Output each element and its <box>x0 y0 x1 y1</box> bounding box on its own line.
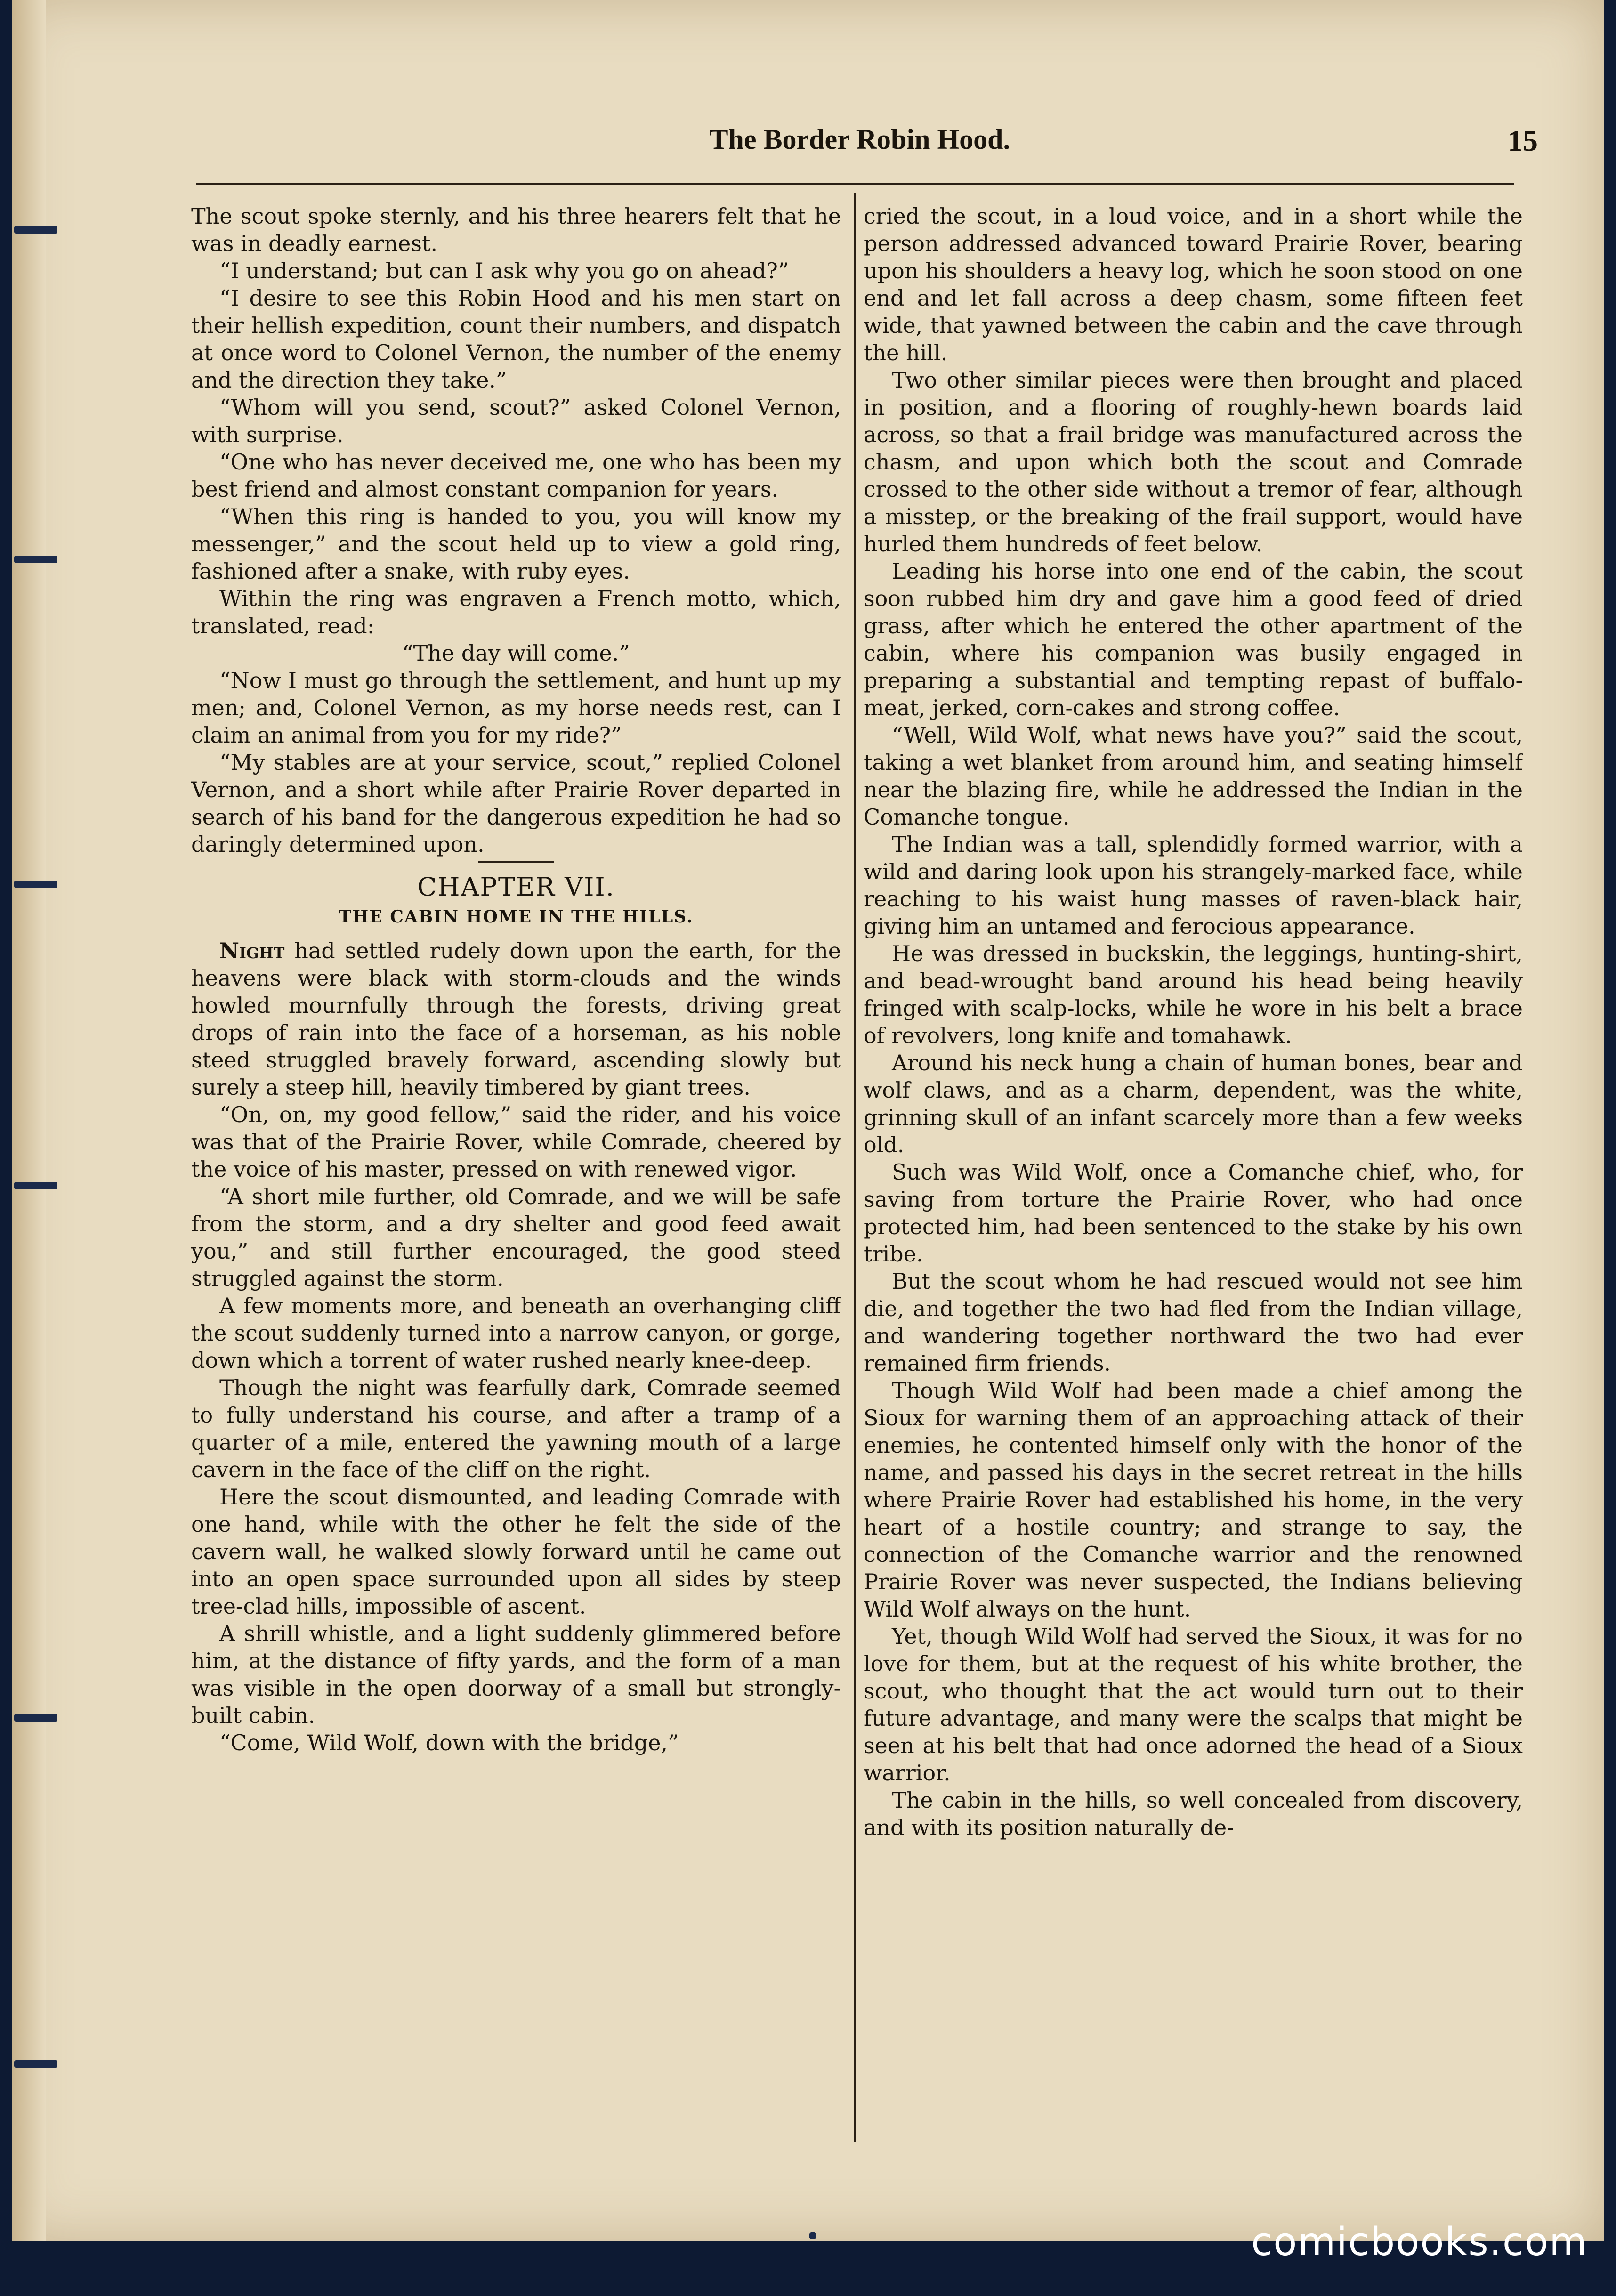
paragraph: He was dressed in buckskin, the leggings, hunting-shirt, and bead-wrought band around his head being heavily fringed with scalp-locks, while he wore in his belt a brace of revolvers, long knife and tomahawk. <box>864 941 1523 1048</box>
printer-mark <box>809 2232 816 2239</box>
page-number: 15 <box>1508 124 1538 157</box>
column-divider <box>854 193 856 2142</box>
paragraph: “Whom will you send, scout?” asked Colonel Vernon, with surprise. <box>191 395 841 447</box>
watermark: comicbooks.com <box>1251 2220 1588 2264</box>
paragraph: A few moments more, and beneath an overhanging cliff the scout suddenly turned into a narrow canyon, or gorge, down which a torrent of water rushed nearly knee-deep. <box>191 1293 841 1373</box>
paragraph: Though the night was fearfully dark, Comrade seemed to fully understand his course, and after a tramp of a quarter of a mile, entered the yawning mouth of a large cavern in the face of the cliff on the right. <box>191 1375 841 1482</box>
book-page <box>12 0 1604 2241</box>
paragraph: “One who has never deceived me, one who has been my best friend and almost constant companion for years. <box>191 449 841 502</box>
paragraph: cried the scout, in a loud voice, and in a short while the person addressed advanced toward Prairie Rover, bearing upon his shoulders a heavy log, which he soon stood on one end and let fall across a deep chasm, some fifteen feet wide, that yawned between the cabin and the cave through the hill. <box>864 203 1523 365</box>
chapter-opening-paragraph <box>191 937 841 1101</box>
paragraph: Within the ring was engraven a French motto, which, translated, read: <box>191 586 841 639</box>
page-spine <box>12 0 46 2241</box>
binding-stitch <box>14 2060 57 2068</box>
paragraph: “My stables are at your service, scout,” replied Colonel Vernon, and a short while after Prairie Rover departed in search of his band for the dangerous expedition he had so daringly determined upon. <box>191 750 841 857</box>
paragraph: “Now I must go through the settlement, and hunt up my men; and, Colonel Vernon, as my horse needs rest, can I claim an animal from you for my ride?” <box>191 668 841 748</box>
drop-word: Night <box>219 938 285 963</box>
paragraph: Yet, though Wild Wolf had served the Sioux, it was for no love for them, but at the request of his white brother, the scout, who thought that the act would turn out to their future advantage, and many were the scalps that might be seen at his belt that had once adorned the head of a Sioux warrior. <box>864 1624 1523 1786</box>
paragraph: The cabin in the hills, so well concealed from discovery, and with its position naturally de- <box>864 1787 1523 1840</box>
paragraph: Such was Wild Wolf, once a Comanche chief, who, for saving from torture the Prairie Rover, who had once protected him, had been sentenced to the stake by his own tribe. <box>864 1159 1523 1267</box>
header-rule <box>196 183 1514 185</box>
paragraph: Around his neck hung a chain of human bones, bear and wolf claws, and as a charm, dependent, was the white, grinning skull of an infant scarcely more than a few weeks old. <box>864 1050 1523 1157</box>
paragraph: “On, on, my good fellow,” said the rider, and his voice was that of the Prairie Rover, while Comrade, cheered by the voice of his master, pressed on with renewed vigor. <box>191 1102 841 1182</box>
paragraph: A shrill whistle, and a light suddenly glimmered before him, at the distance of fifty yards, and the form of a man was visible in the open doorway of a small but strongly-built cabin. <box>191 1621 841 1728</box>
paragraph: But the scout whom he had rescued would not see him die, and together the two had fled from the Indian village, and wandering together northward the two had ever remained firm friends. <box>864 1269 1523 1376</box>
paragraph-text: had settled rudely down upon the earth, for the heavens were black with storm-clouds and the winds howled mournfully through the forests, driving great drops of rain into the face of a horseman, as his noble steed struggled bravely forward, ascending slowly but surely a steep hill, heavily timbered by giant trees. <box>191 938 841 1100</box>
paragraph: Here the scout dismounted, and leading Comrade with one hand, while with the other he felt the side of the cavern wall, he walked slowly forward until he came out into an open space surrounded upon all sides by steep tree-clad hills, impossible of ascent. <box>191 1484 841 1619</box>
binding-stitch <box>14 226 57 234</box>
paragraph: “When this ring is handed to you, you will know my messenger,” and the scout held up to view a gold ring, fashioned after a snake, with ruby eyes. <box>191 504 841 584</box>
paragraph: “I desire to see this Robin Hood and his men start on their hellish expedition, count their numbers, and dispatch at once word to Colonel Vernon, the number of the enemy and the direction they take.” <box>191 285 841 393</box>
paragraph: “Well, Wild Wolf, what news have you?” said the scout, taking a wet blanket from around him, and seating himself near the blazing fire, while he addressed the Indian in the Comanche tongue. <box>864 722 1523 830</box>
binding-stitch <box>14 1714 57 1722</box>
chapter-title: CHAPTER VII. <box>417 872 615 902</box>
motto: “The day will come.” <box>402 640 630 666</box>
paragraph: The scout spoke sternly, and his three hearers felt that he was in deadly earnest. <box>191 203 841 256</box>
paragraph: Leading his horse into one end of the cabin, the scout soon rubbed him dry and gave him a good feed of dried grass, after which he entered the other apartment of the cabin, where his companion was busily engaged in preparing a substantial and tempting repast of buffalo-meat, jerked, corn-cakes and strong coffee. <box>864 558 1523 720</box>
right-column <box>864 202 1523 2147</box>
paragraph: Though Wild Wolf had been made a chief among the Sioux for warning them of an approaching attack of their enemies, he contented himself only with the honor of the name, and passed his days in the secret retreat in the hills where Prairie Rover had established his home, in the very heart of a hostile country; and strange to say, the connection of the Comanche warrior and the renowned Prairie Rover was never suspected, the Indians believing Wild Wolf always on the hunt. <box>864 1378 1523 1622</box>
running-header: The Border Robin Hood. <box>709 124 1010 155</box>
binding-stitch <box>14 881 57 888</box>
chapter-subtitle: THE CABIN HOME IN THE HILLS. <box>339 907 694 927</box>
paragraph: “Come, Wild Wolf, down with the bridge,” <box>219 1730 679 1755</box>
left-column <box>191 202 841 2147</box>
binding-stitch <box>14 556 57 563</box>
paragraph: The Indian was a tall, splendidly formed warrior, with a wild and daring look upon his strangely-marked face, while reaching to his waist hung masses of raven-black hair, giving him an untamed and ferocious appearance. <box>864 832 1523 939</box>
paragraph: “I understand; but can I ask why you go on ahead?” <box>219 258 789 283</box>
paragraph: “A short mile further, old Comrade, and we will be safe from the storm, and a dry shelter and good feed await you,” and still further encouraged, the good steed struggled against the storm. <box>191 1184 841 1291</box>
paragraph: Two other similar pieces were then brought and placed in position, and a flooring of roughly-hewn boards laid across, so that a frail bridge was manufactured across the chasm, and upon which both the scout and Comrade crossed to the other side without a tremor of fear, although a misstep, or the breaking of the frail support, would have hurled them hundreds of feet below. <box>864 367 1523 557</box>
section-rule <box>478 861 554 863</box>
binding-stitch <box>14 1182 57 1189</box>
